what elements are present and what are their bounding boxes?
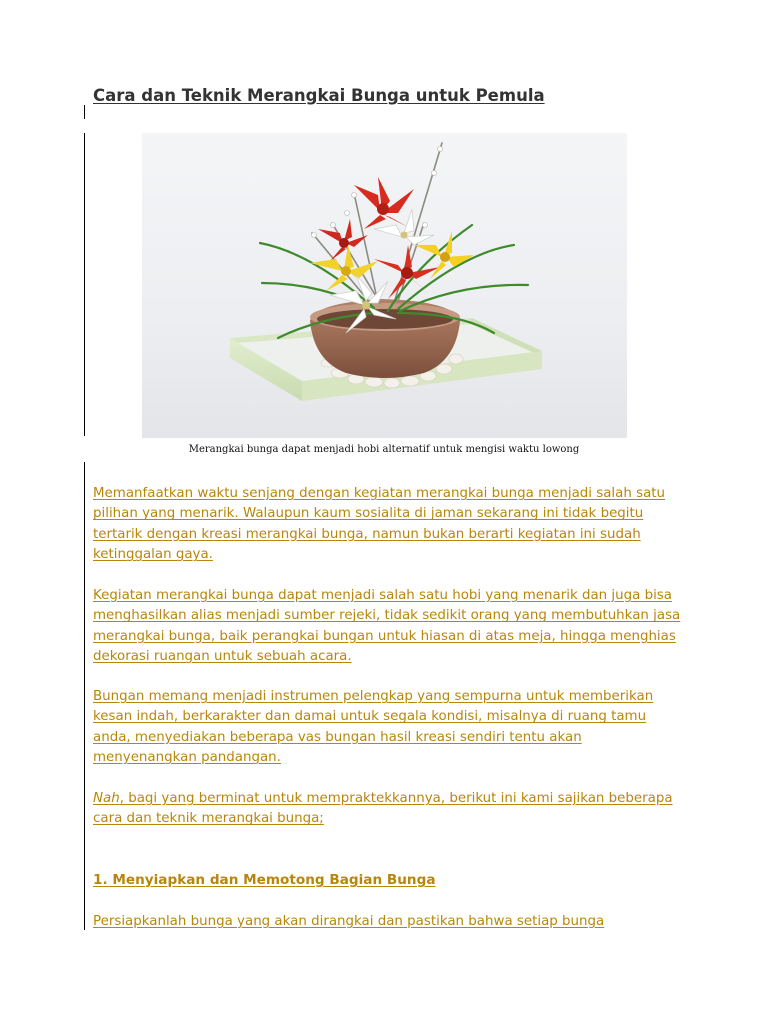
margin-line-figure <box>84 133 85 436</box>
paragraph-4-text: , bagi yang berminat untuk mempraktekkannya, berikut ini kami sajikan beberapa cara dan teknik merangkai bunga; <box>93 791 673 827</box>
section-heading[interactable]: 1. Menyiapkan dan Memotong Bagian Bunga <box>93 872 436 888</box>
text-cursor-mark <box>84 105 85 119</box>
figure-caption: Merangkai bunga dapat menjadi hobi alternatif untuk mengisi waktu lowong <box>188 444 580 455</box>
margin-line-body <box>84 462 85 930</box>
document-title: Cara dan Teknik Merangkai Bunga untuk Pemula <box>93 86 545 105</box>
paragraph-2[interactable]: Kegiatan merangkai bunga dapat menjadi salah satu hobi yang menarik dan juga bisa menghasilkan alias menjadi sumber rejeki, tidak sedikit orang yang membutuhkan jasa merangkai bunga, baik perangkai bungan untuk hiasan di atas meja, hingga menghias dekorasi ruangan untuk sebuah acara. <box>93 588 681 665</box>
paragraph-1[interactable]: Memanfaatkan waktu senjang dengan kegiatan merangkai bunga menjadi salah satu pilihan yang menarik. Walaupun kaum sosialita di jaman sekarang ini tidak begitu tertarik dengan kreasi merangkai bunga, namun bukan berarti kegiatan ini sudah ketinggalan gaya. <box>93 486 666 563</box>
paragraph-4[interactable] <box>93 789 683 830</box>
flower-arrangement-image <box>142 133 627 438</box>
paragraph-5[interactable]: Persiapkanlah bunga yang akan dirangkai dan pastikan bahwa setiap bunga <box>93 914 605 929</box>
paragraph-3[interactable]: Bungan memang menjadi instrumen pelengkap yang sempurna untuk memberikan kesan indah, berkarakter dan damai untuk segala kondisi, misalnya di ruang tamu anda, menyediakan beberapa vas bungan hasil kreasi sendiri tentu akan menyenangkan pandangan. <box>93 689 654 766</box>
paragraph-4-italic-lead: Nah <box>93 791 120 806</box>
